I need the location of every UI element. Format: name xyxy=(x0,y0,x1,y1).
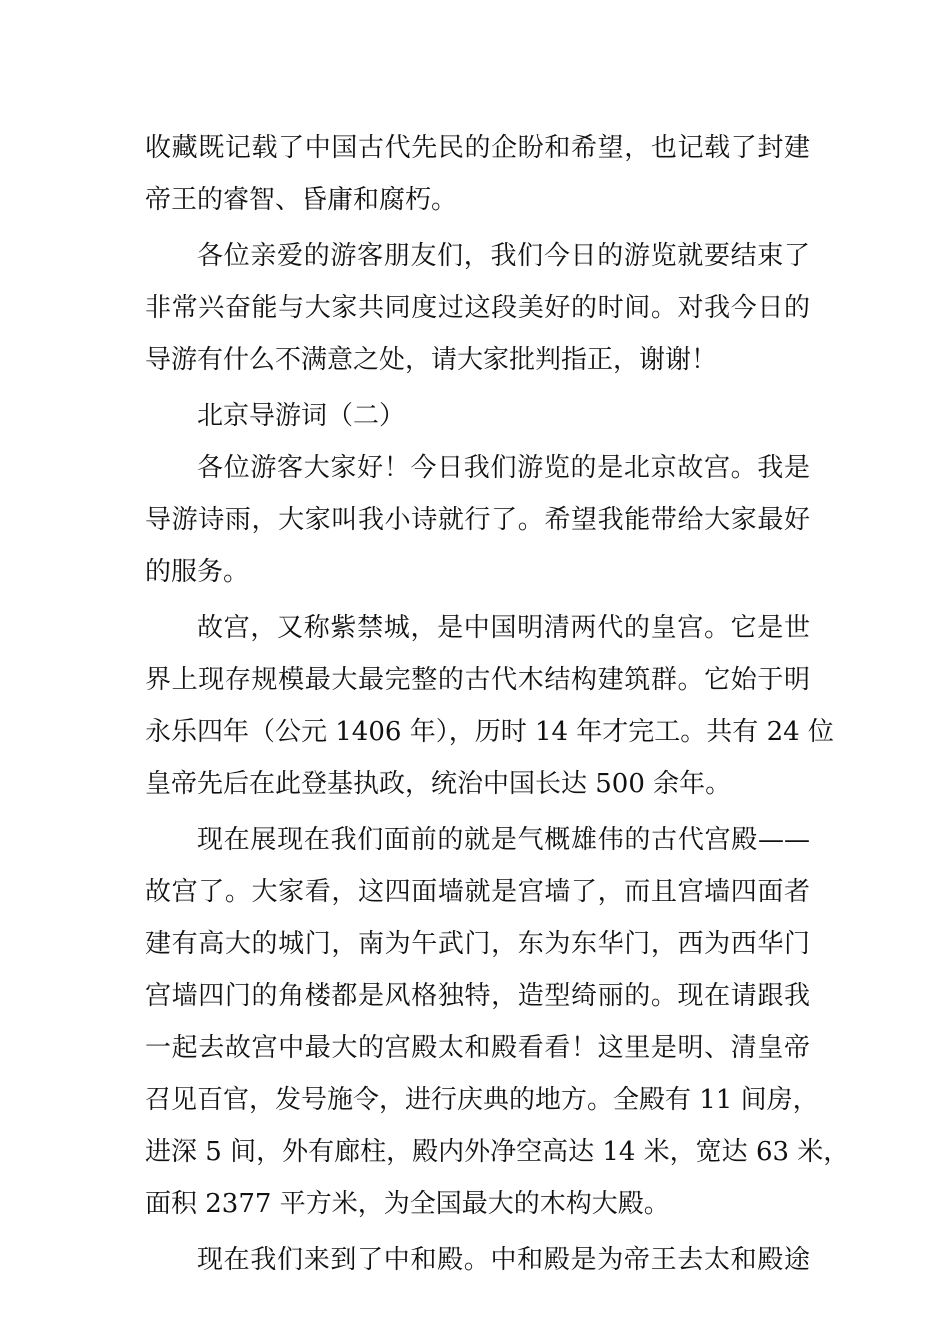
paragraph-line: 宫墙四门的角楼都是风格独特，造型绮丽的。现在请跟我 xyxy=(145,981,810,1011)
paragraph-line: 建有高大的城门，南为午武门，东为东华门，西为西华门 xyxy=(145,929,810,959)
paragraph-line: 永乐四年（公元 1406 年），历时 14 年才完工。共有 24 位 xyxy=(145,717,834,747)
section-heading: 北京导游词（二） xyxy=(197,401,406,431)
paragraph-line: 帝王的睿智、昏庸和腐朽。 xyxy=(145,185,458,215)
paragraph-line: 一起去故宫中最大的宫殿太和殿看看！这里是明、清皇帝 xyxy=(145,1033,810,1063)
document-body xyxy=(145,122,850,1286)
paragraph-line: 各位游客大家好！今日我们游览的是北京故宫。我是 xyxy=(197,453,810,483)
paragraph-line: 故宫了。大家看，这四面墙就是宫墙了，而且宫墙四面者 xyxy=(145,877,810,907)
paragraph-line: 非常兴奋能与大家共同度过这段美好的时间。对我今日的 xyxy=(145,293,810,323)
paragraph-line: 现在我们来到了中和殿。中和殿是为帝王去太和殿途 xyxy=(197,1245,810,1275)
paragraph-line: 故宫，又称紫禁城，是中国明清两代的皇宫。它是世 xyxy=(197,613,810,643)
paragraph-line: 的服务。 xyxy=(145,557,250,587)
paragraph-line: 收藏既记载了中国古代先民的企盼和希望，也记载了封建 xyxy=(145,133,810,163)
paragraph-line: 界上现存规模最大最完整的古代木结构建筑群。它始于明 xyxy=(145,665,810,695)
paragraph-line: 进深 5 间，外有廊柱，殿内外净空高达 14 米，宽达 63 米， xyxy=(145,1137,850,1167)
paragraph-line: 面积 2377 平方米，为全国最大的木构大殿。 xyxy=(145,1189,670,1219)
paragraph-line: 召见百官，发号施令，进行庆典的地方。全殿有 11 间房， xyxy=(145,1085,819,1115)
paragraph-line: 各位亲爱的游客朋友们，我们今日的游览就要结束了 xyxy=(197,241,810,271)
paragraph-line: 皇帝先后在此登基执政，统治中国长达 500 余年。 xyxy=(145,769,732,799)
paragraph-line: 导游有什么不满意之处，请大家批判指正，谢谢！ xyxy=(145,345,718,375)
paragraph-line: 现在展现在我们面前的就是气概雄伟的古代宫殿—— xyxy=(197,825,810,855)
paragraph-line: 导游诗雨，大家叫我小诗就行了。希望我能带给大家最好 xyxy=(145,505,810,535)
